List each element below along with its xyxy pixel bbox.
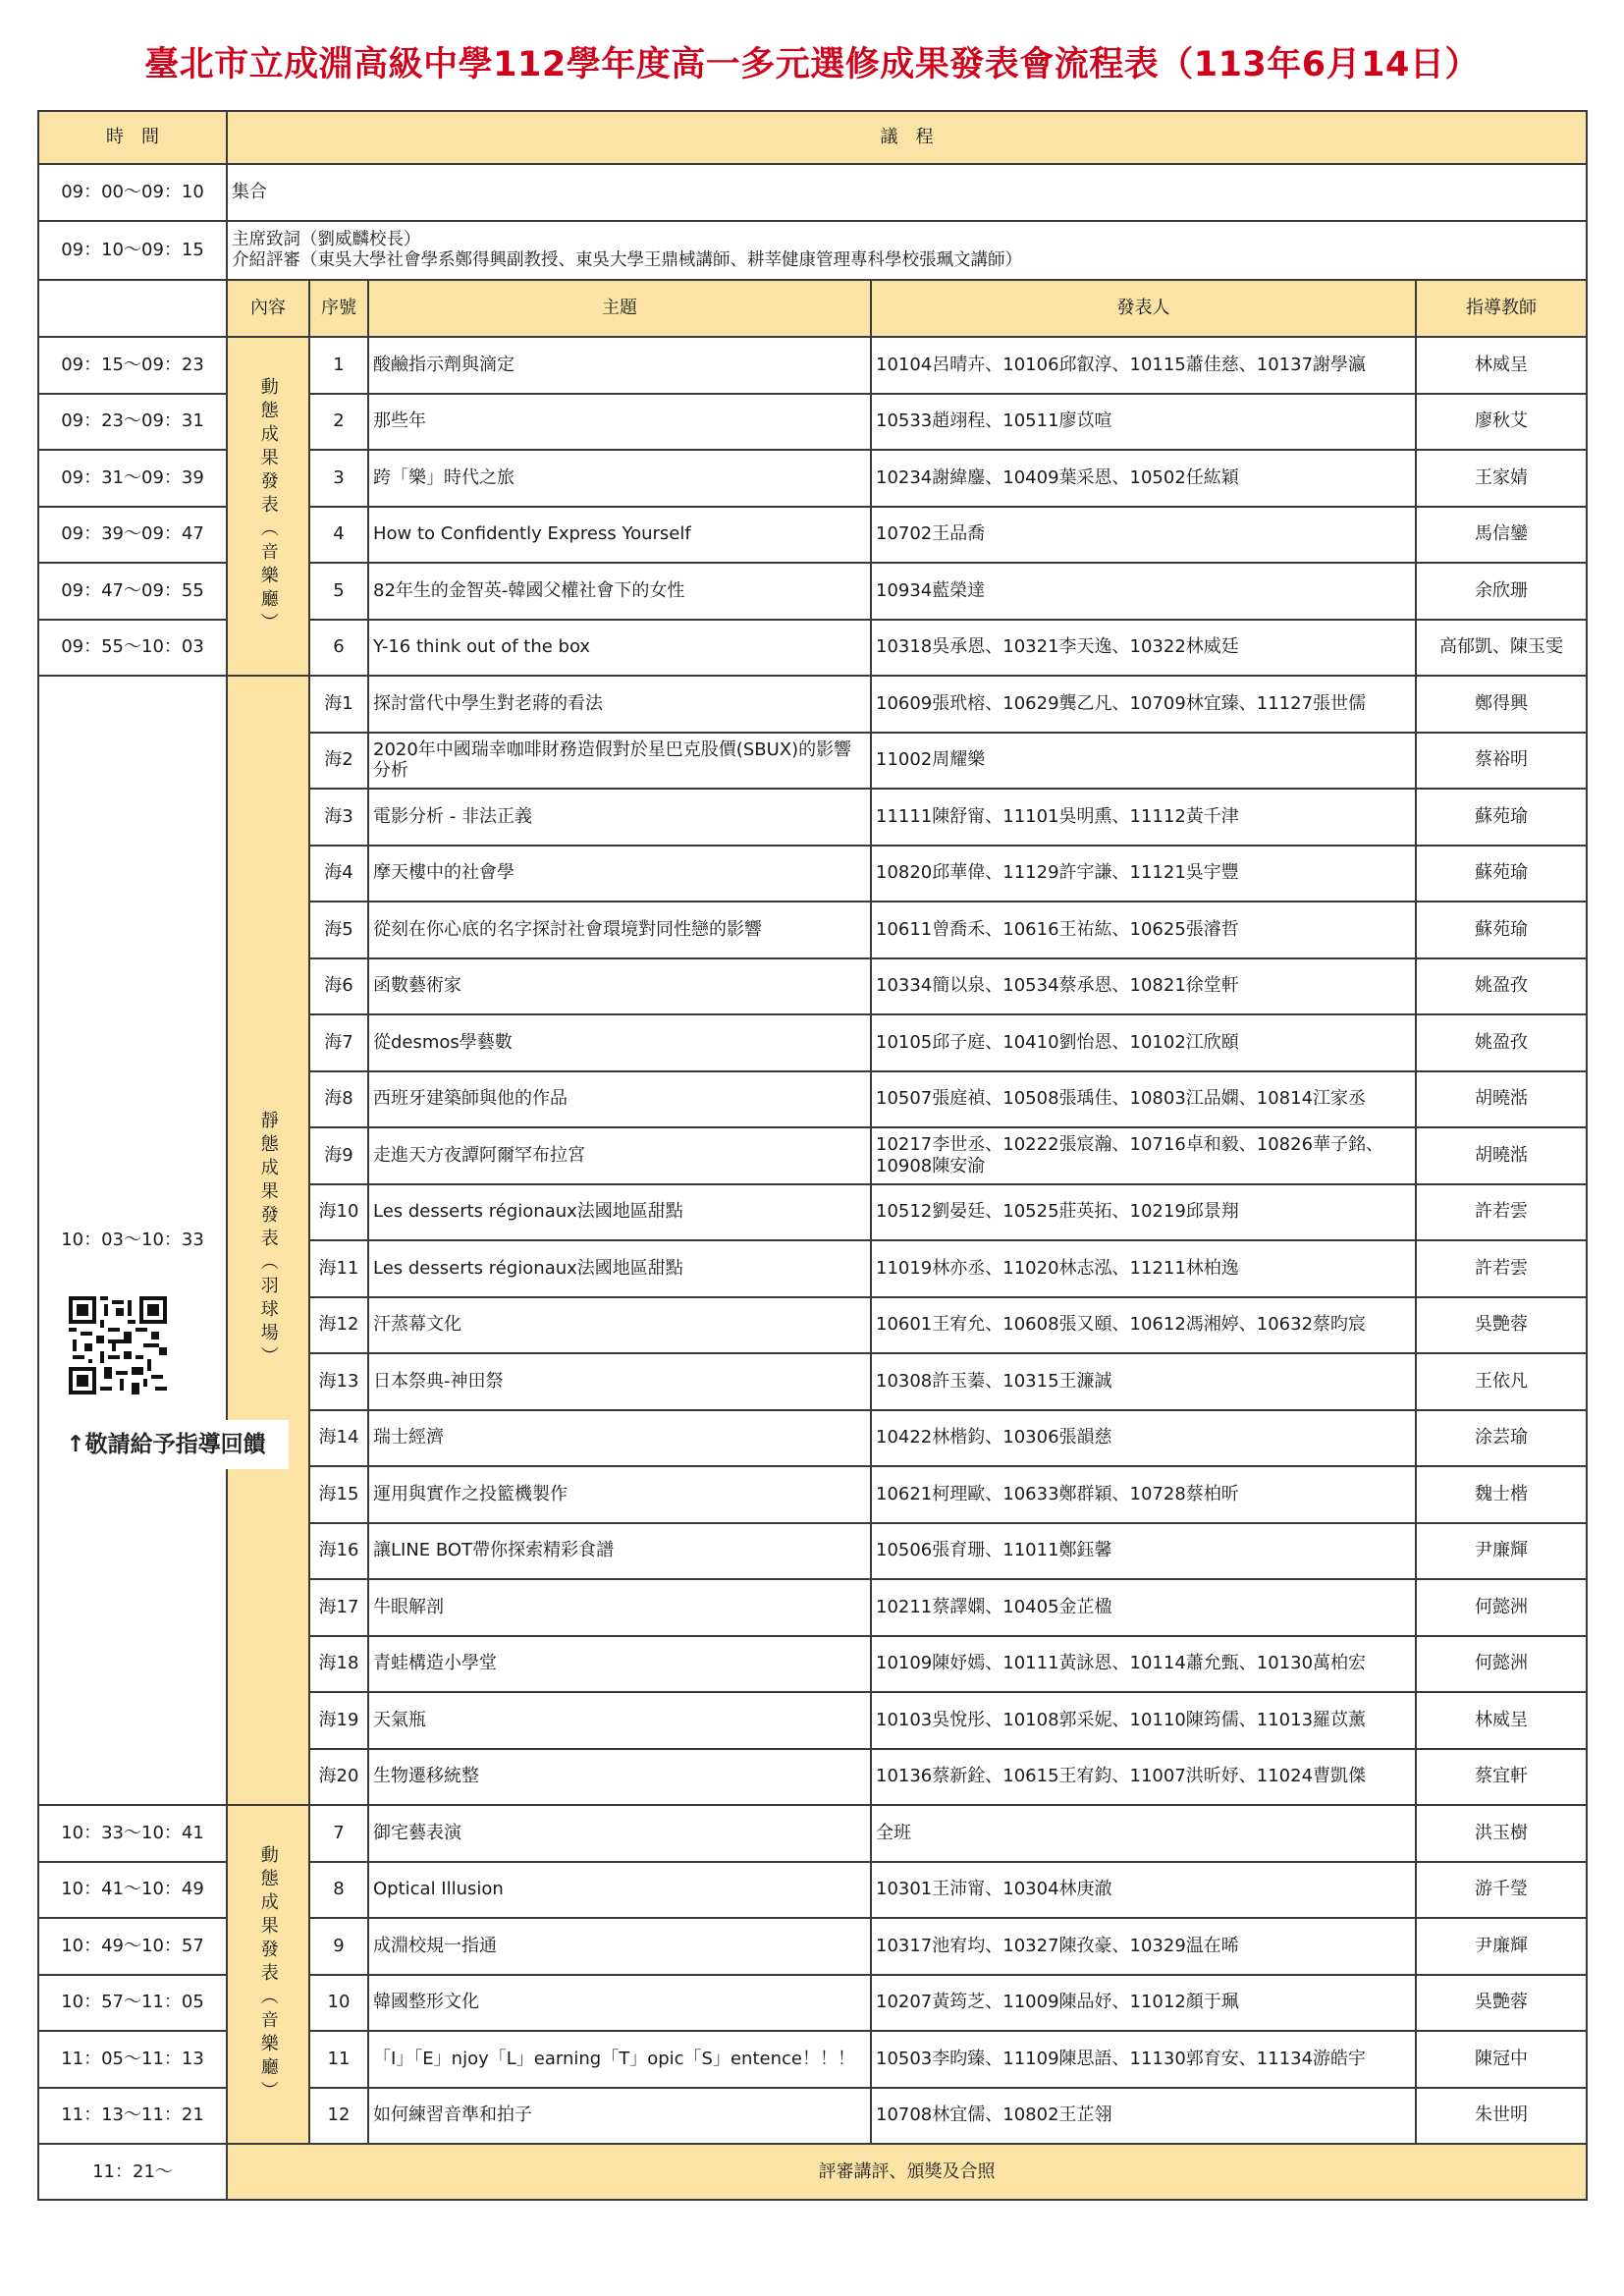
seq-cell: 2 [309, 394, 368, 451]
opening-row [38, 221, 1587, 280]
content-label: 動態成果發表（音樂廳） [257, 1844, 279, 2105]
presenter-cell: 11019林亦丞、11020林志泓、11211林柏逸 [871, 1240, 1416, 1297]
topic-cell: 那些年 [368, 394, 871, 451]
header-row [38, 111, 1587, 164]
seq-cell: 海10 [309, 1184, 368, 1241]
topic-cell: Les desserts régionaux法國地區甜點 [368, 1184, 871, 1241]
seq-cell: 海1 [309, 676, 368, 733]
seq-cell: 3 [309, 450, 368, 507]
seq-cell: 7 [309, 1805, 368, 1862]
seq-cell: 海17 [309, 1579, 368, 1636]
presenter-cell: 10105邱子庭、10410劉怡恩、10102江欣頤 [871, 1014, 1416, 1071]
topic-cell: 生物遷移統整 [368, 1749, 871, 1806]
seq-cell: 6 [309, 620, 368, 677]
seq-cell: 海19 [309, 1692, 368, 1749]
seq-cell: 海3 [309, 789, 368, 846]
qr-feedback-note: ↑敬請給予指導回饋 [43, 1420, 289, 1469]
teacher-cell: 蘇苑瑜 [1416, 789, 1587, 846]
seq-cell: 8 [309, 1862, 368, 1919]
presenter-cell: 10609張玳榕、10629龔乙凡、10709林宜臻、11127張世儒 [871, 676, 1416, 733]
seq-cell: 海6 [309, 958, 368, 1015]
seq-cell: 12 [309, 2088, 368, 2145]
teacher-cell: 王依凡 [1416, 1353, 1587, 1410]
time-cell: 11：21～ [38, 2144, 227, 2200]
teacher-cell: 何懿洲 [1416, 1636, 1587, 1693]
presenter-cell: 10217李世丞、10222張宸瀚、10716卓和毅、10826華子銘、10908陳安渝 [871, 1127, 1416, 1184]
presenter-cell: 全班 [871, 1805, 1416, 1862]
seq-cell: 海7 [309, 1014, 368, 1071]
teacher-cell: 洪玉樹 [1416, 1805, 1587, 1862]
topic-cell: 酸鹼指示劑與滴定 [368, 337, 871, 394]
teacher-cell: 姚盈孜 [1416, 958, 1587, 1015]
presenter-cell: 10104呂晴卉、10106邱叡淳、10115蕭佳慈、10137謝學瀛 [871, 337, 1416, 394]
presenter-cell: 10611曾喬禾、10616王祐紘、10625張濬哲 [871, 902, 1416, 958]
seq-cell: 海5 [309, 902, 368, 958]
presenter-cell: 10934藍榮達 [871, 563, 1416, 620]
teacher-cell: 許若雲 [1416, 1184, 1587, 1241]
topic-cell: 2020年中國瑞幸咖啡財務造假對於星巴克股價(SBUX)的影響分析 [368, 733, 871, 790]
topic-cell: 摩天樓中的社會學 [368, 846, 871, 902]
topic-cell: 運用與實作之投籃機製作 [368, 1466, 871, 1523]
presenter-cell: 10103吳悅彤、10108郭采妮、10110陳筠儒、11013羅苡薰 [871, 1692, 1416, 1749]
topic-cell: Optical Illusion [368, 1862, 871, 1919]
seq-cell: 11 [309, 2031, 368, 2088]
agenda-text [227, 221, 1587, 280]
teacher-cell: 鄭得興 [1416, 676, 1587, 733]
presenter-cell: 10820邱華偉、11129許宇謙、11121吳宇豐 [871, 846, 1416, 902]
teacher-cell: 朱世明 [1416, 2088, 1587, 2145]
teacher-cell: 尹廉輝 [1416, 1918, 1587, 1975]
time-cell: 09：39～09：47 [38, 507, 227, 564]
time-cell: 09：31～09：39 [38, 450, 227, 507]
seq-cell: 海4 [309, 846, 368, 902]
teacher-cell: 蘇苑瑜 [1416, 846, 1587, 902]
topic-cell: How to Confidently Express Yourself [368, 507, 871, 564]
agenda-line: 主席致詞（劉威麟校長） [232, 230, 421, 249]
seq-cell: 海18 [309, 1636, 368, 1693]
topic-cell: 日本祭典-神田祭 [368, 1353, 871, 1410]
content-label: 動態成果發表（音樂廳） [257, 376, 279, 636]
col-topic: 主題 [368, 280, 871, 337]
teacher-cell: 姚盈孜 [1416, 1014, 1587, 1071]
schedule-table [37, 110, 1588, 2201]
seq-cell: 4 [309, 507, 368, 564]
presenter-cell: 10507張庭禎、10508張瑀佳、10803江品嫻、10814江家丞 [871, 1071, 1416, 1128]
topic-cell: 從desmos學藝數 [368, 1014, 871, 1071]
presenter-cell: 11002周耀樂 [871, 733, 1416, 790]
seq-cell: 5 [309, 563, 368, 620]
time-cell: 09：00～09：10 [38, 164, 227, 221]
content-label-cell [227, 676, 309, 1805]
topic-cell: Y-16 think out of the box [368, 620, 871, 677]
table-row [38, 676, 1587, 733]
seq-cell: 海16 [309, 1523, 368, 1580]
topic-cell: 牛眼解剖 [368, 1579, 871, 1636]
seq-cell: 海2 [309, 733, 368, 790]
topic-cell: 御宅藝表演 [368, 1805, 871, 1862]
seq-cell: 海11 [309, 1240, 368, 1297]
content-label-cell [227, 337, 309, 676]
presenter-cell: 10318吳承恩、10321李天逸、10322林威廷 [871, 620, 1416, 677]
presenter-cell: 10533趙翊程、10511廖苡喧 [871, 394, 1416, 451]
presenter-cell: 10109陳妤嫣、10111黃詠恩、10114蕭允甄、10130萬柏宏 [871, 1636, 1416, 1693]
col-presenter: 發表人 [871, 280, 1416, 337]
col-content: 內容 [227, 280, 309, 337]
presenter-cell: 10207黃筠芝、11009陳品妤、11012顏于珮 [871, 1975, 1416, 2032]
teacher-cell: 許若雲 [1416, 1240, 1587, 1297]
header-agenda: 議 程 [227, 111, 1587, 164]
topic-cell: 電影分析 - 非法正義 [368, 789, 871, 846]
presenter-cell: 10512劉晏廷、10525莊英拓、10219邱景翔 [871, 1184, 1416, 1241]
teacher-cell: 吳艷蓉 [1416, 1975, 1587, 2032]
seq-cell: 海9 [309, 1127, 368, 1184]
teacher-cell: 廖秋艾 [1416, 394, 1587, 451]
teacher-cell: 余欣珊 [1416, 563, 1587, 620]
teacher-cell: 蔡裕明 [1416, 733, 1587, 790]
presenter-cell: 11111陳舒甯、11101吳明熏、11112黃千津 [871, 789, 1416, 846]
teacher-cell: 蔡宜軒 [1416, 1749, 1587, 1806]
seq-cell: 海20 [309, 1749, 368, 1806]
teacher-cell: 馬信鑾 [1416, 507, 1587, 564]
time-cell: 09：47～09：55 [38, 563, 227, 620]
topic-cell: 讓LINE BOT帶你探索精彩食譜 [368, 1523, 871, 1580]
time-cell: 10：33～10：41 [38, 1805, 227, 1862]
time-cell: 09：10～09：15 [38, 221, 227, 280]
topic-cell: 從刻在你心底的名字探討社會環境對同性戀的影響 [368, 902, 871, 958]
seq-cell: 10 [309, 1975, 368, 2032]
page-title: 臺北市立成淵高級中學112學年度高一多元選修成果發表會流程表（113年6月14日） [144, 45, 1480, 84]
time-cell: 10：49～10：57 [38, 1918, 227, 1975]
teacher-cell: 吳艷蓉 [1416, 1297, 1587, 1354]
agenda-line: 介紹評審（東吳大學社會學系鄭得興副教授、東吳大學王鼎棫講師、耕莘健康管理專科學校張珮文講師） [232, 250, 1022, 270]
qr-code-image[interactable] [69, 1296, 167, 1394]
presenter-cell: 10136蔡新銓、10615王宥鈞、11007洪昕妤、11024曹凱傑 [871, 1749, 1416, 1806]
topic-cell: 成淵校規一指通 [368, 1918, 871, 1975]
content-label: 靜態成果發表（羽球場） [257, 1111, 279, 1370]
teacher-cell: 涂芸瑜 [1416, 1410, 1587, 1467]
opening-row [38, 164, 1587, 221]
presenter-cell: 10211蔡譯嫻、10405金芷楹 [871, 1579, 1416, 1636]
seq-cell: 海14 [309, 1410, 368, 1467]
topic-cell: 探討當代中學生對老蔣的看法 [368, 676, 871, 733]
topic-cell: 汗蒸幕文化 [368, 1297, 871, 1354]
time-cell: 09：23～09：31 [38, 394, 227, 451]
presenter-cell: 10506張育珊、11011鄭鈺馨 [871, 1523, 1416, 1580]
topic-cell: 跨「樂」時代之旅 [368, 450, 871, 507]
seq-cell: 海15 [309, 1466, 368, 1523]
time-cell: 10：03～10：33 [38, 676, 227, 1805]
teacher-cell: 胡曉湉 [1416, 1127, 1587, 1184]
teacher-cell: 蘇苑瑜 [1416, 902, 1587, 958]
teacher-cell: 何懿洲 [1416, 1579, 1587, 1636]
closing-row [38, 2144, 1587, 2200]
content-label-cell [227, 1805, 309, 2144]
teacher-cell: 高郁凱、陳玉雯 [1416, 620, 1587, 677]
presenter-cell: 10708林宜儒、10802王芷翎 [871, 2088, 1416, 2145]
blank-cell [38, 280, 227, 337]
seq-cell: 9 [309, 1918, 368, 1975]
table-row [38, 337, 1587, 394]
teacher-cell: 林威呈 [1416, 1692, 1587, 1749]
presenter-cell: 10621柯理歐、10633鄭群穎、10728蔡柏昕 [871, 1466, 1416, 1523]
teacher-cell: 魏士楷 [1416, 1466, 1587, 1523]
presenter-cell: 10702王品喬 [871, 507, 1416, 564]
topic-cell: 「I」「E」njoy「L」earning「T」opic「S」entence！！！ [368, 2031, 871, 2088]
presenter-cell: 10503李昀臻、11109陳思語、11130郭育安、11134游皓宇 [871, 2031, 1416, 2088]
presenter-cell: 10317池宥均、10327陳孜豪、10329温在晞 [871, 1918, 1416, 1975]
agenda-text: 集合 [227, 164, 1587, 221]
col-teacher: 指導教師 [1416, 280, 1587, 337]
teacher-cell: 林威呈 [1416, 337, 1587, 394]
topic-cell: 天氣瓶 [368, 1692, 871, 1749]
header-time: 時 間 [38, 111, 227, 164]
col-seq: 序號 [309, 280, 368, 337]
closing-text: 評審講評、頒獎及合照 [227, 2144, 1587, 2200]
teacher-cell: 尹廉輝 [1416, 1523, 1587, 1580]
seq-cell: 1 [309, 337, 368, 394]
seq-cell: 海13 [309, 1353, 368, 1410]
time-cell: 10：57～11：05 [38, 1975, 227, 2032]
topic-cell: 韓國整形文化 [368, 1975, 871, 2032]
teacher-cell: 陳冠中 [1416, 2031, 1587, 2088]
topic-cell: 西班牙建築師與他的作品 [368, 1071, 871, 1128]
column-header-row [38, 280, 1587, 337]
time-cell: 09：15～09：23 [38, 337, 227, 394]
presenter-cell: 10422林楷鈞、10306張韻慈 [871, 1410, 1416, 1467]
teacher-cell: 王家婧 [1416, 450, 1587, 507]
topic-cell: Les desserts régionaux法國地區甜點 [368, 1240, 871, 1297]
teacher-cell: 胡曉湉 [1416, 1071, 1587, 1128]
topic-cell: 瑞士經濟 [368, 1410, 871, 1467]
time-cell: 11：13～11：21 [38, 2088, 227, 2145]
topic-cell: 青蛙構造小學堂 [368, 1636, 871, 1693]
time-cell: 09：55～10：03 [38, 620, 227, 677]
seq-cell: 海8 [309, 1071, 368, 1128]
teacher-cell: 游千瑩 [1416, 1862, 1587, 1919]
topic-cell: 函數藝術家 [368, 958, 871, 1015]
topic-cell: 如何練習音準和拍子 [368, 2088, 871, 2145]
table-row [38, 1805, 1587, 1862]
topic-cell: 82年生的金智英-韓國父權社會下的女性 [368, 563, 871, 620]
time-cell: 10：41～10：49 [38, 1862, 227, 1919]
presenter-cell: 10301王沛甯、10304林庚澈 [871, 1862, 1416, 1919]
topic-cell: 走進天方夜譚阿爾罕布拉宮 [368, 1127, 871, 1184]
time-cell: 11：05～11：13 [38, 2031, 227, 2088]
presenter-cell: 10601王宥允、10608張又頤、10612馮湘婷、10632蔡昀宸 [871, 1297, 1416, 1354]
presenter-cell: 10308許玉蓁、10315王濂誠 [871, 1353, 1416, 1410]
presenter-cell: 10334簡以泉、10534蔡承恩、10821徐堂軒 [871, 958, 1416, 1015]
seq-cell: 海12 [309, 1297, 368, 1354]
presenter-cell: 10234謝緯鏖、10409葉采恩、10502任紘穎 [871, 450, 1416, 507]
